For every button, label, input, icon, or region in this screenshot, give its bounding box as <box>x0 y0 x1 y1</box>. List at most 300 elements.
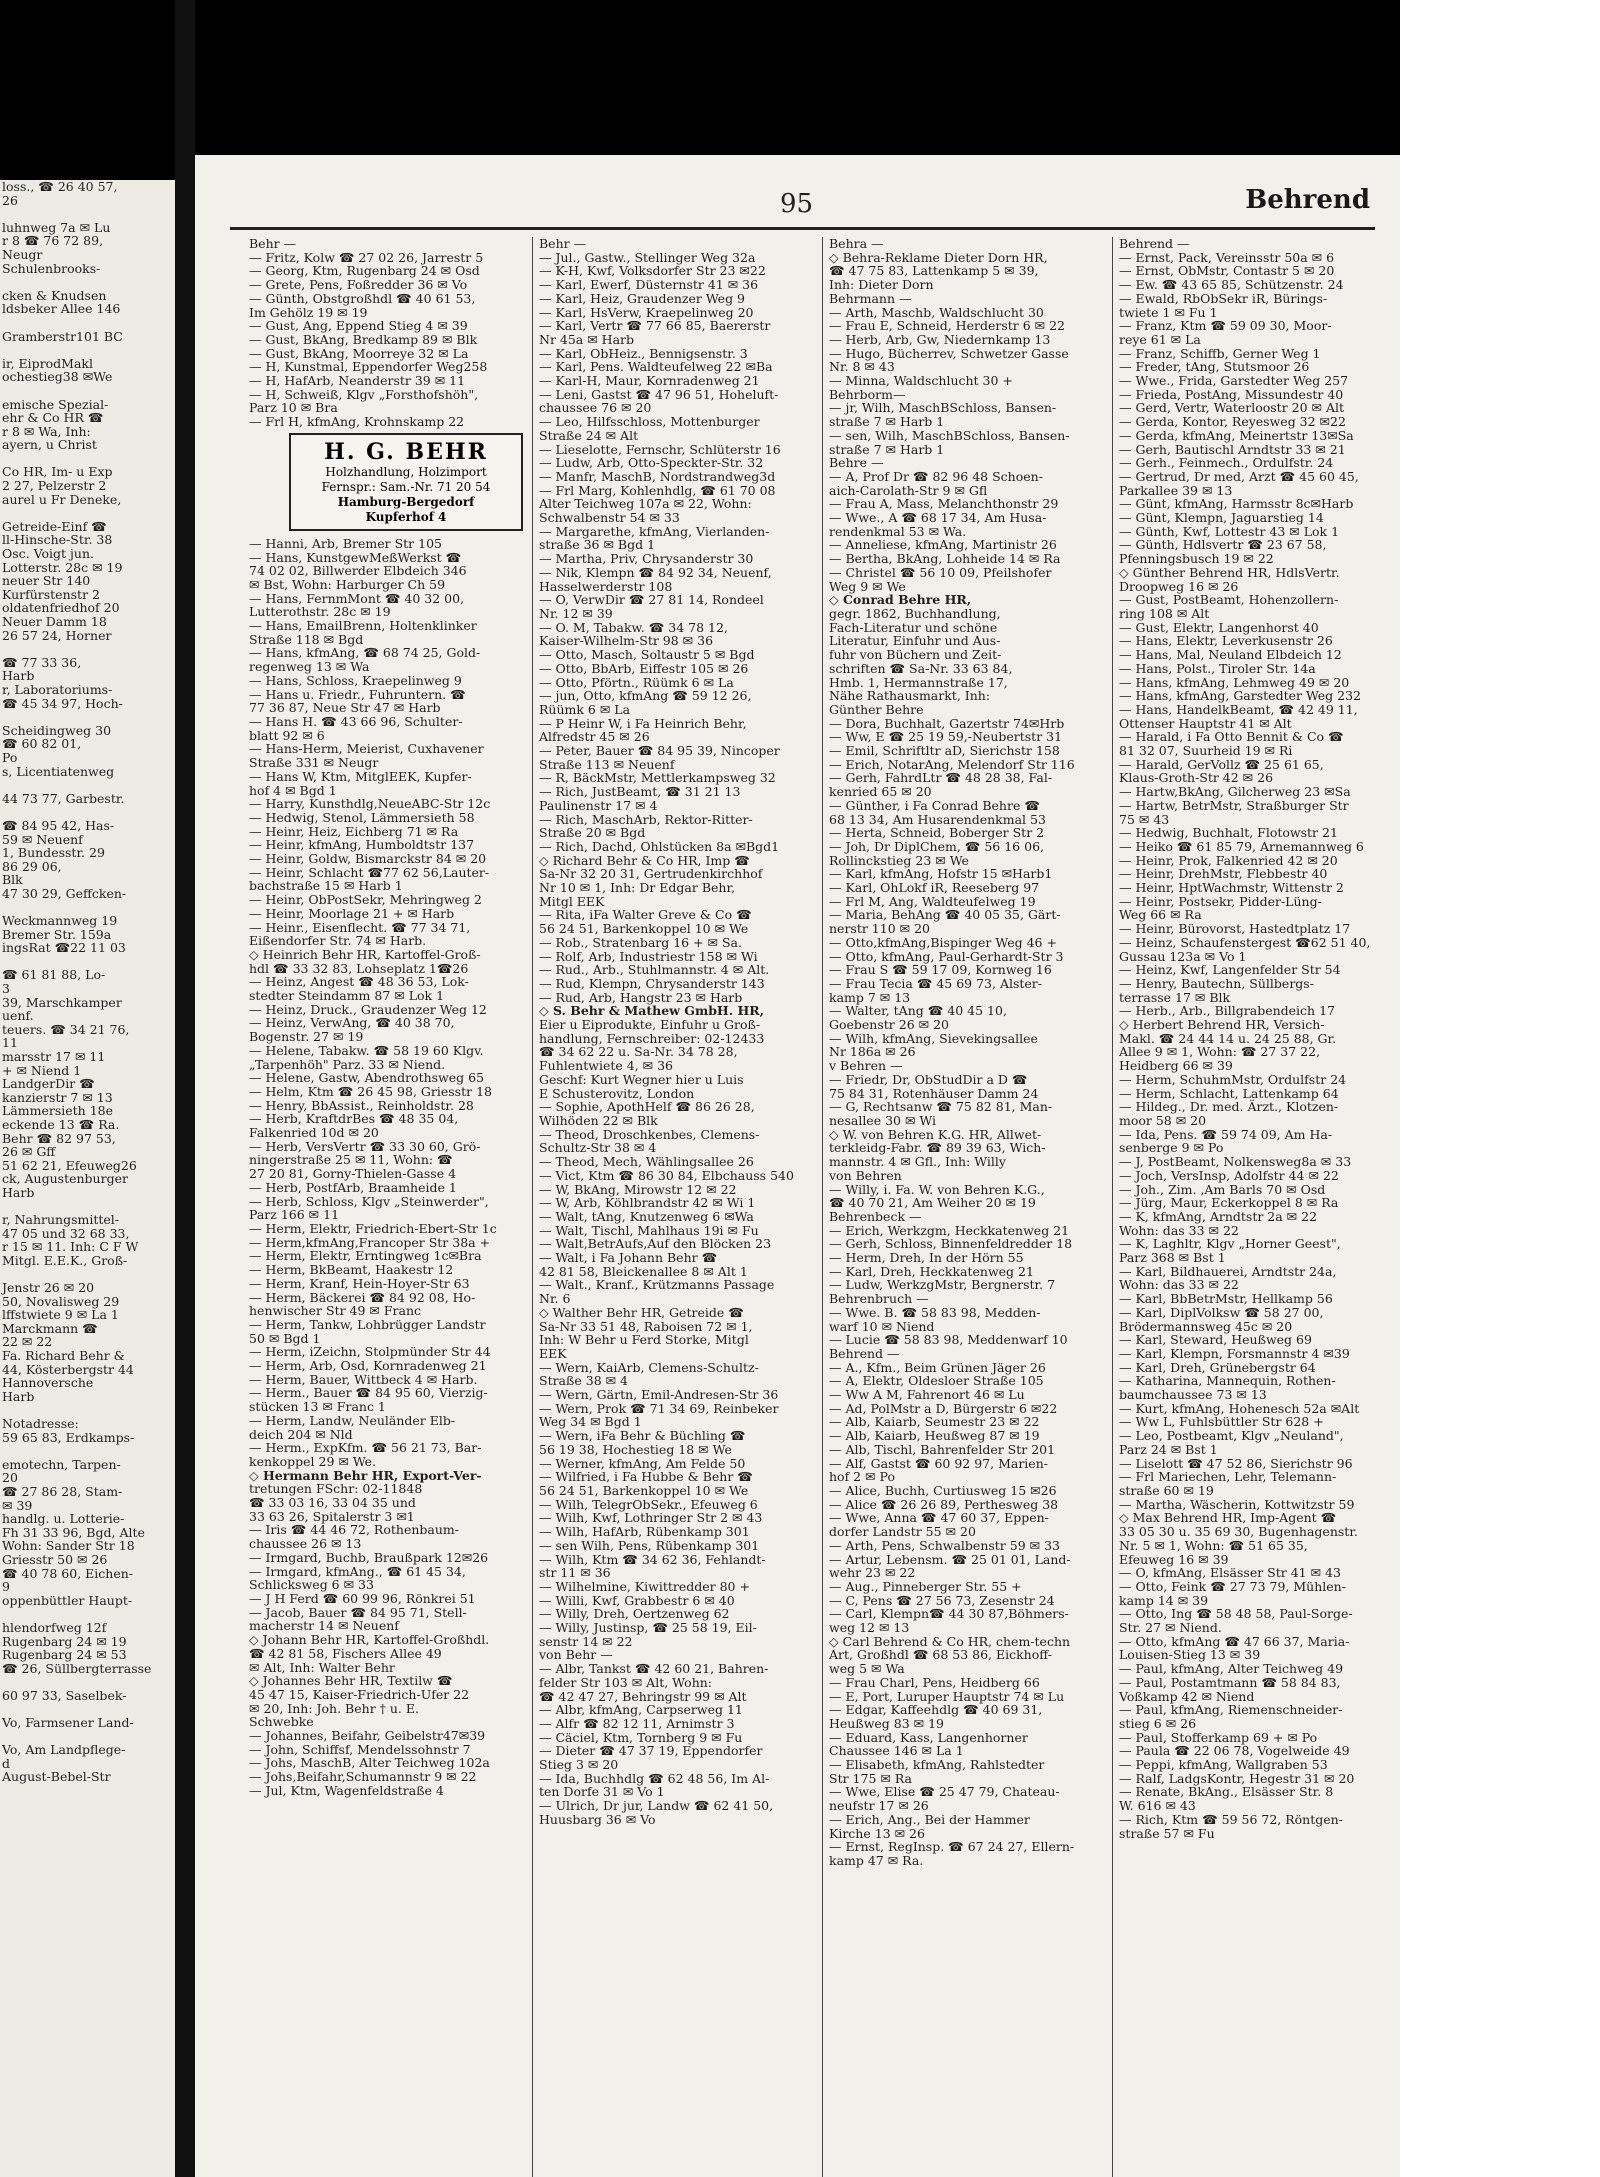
directory-entry: — Carl, Klempn☎ 44 30 87,Böhmers- <box>829 1606 1069 1622</box>
directory-entry: — Herm, Landw, Neuländer Elb- <box>249 1412 456 1428</box>
directory-entry: — Wilh, TelegrObSekr., Efeuweg 6 <box>539 1496 758 1512</box>
ad-phone-line: Fernspr.: Sam.-Nr. 71 20 54 <box>321 479 491 494</box>
directory-entry: — Margarethe, kfmAng, Vierlanden- <box>539 523 770 539</box>
directory-entry: ◇ Behra-Reklame Dieter Dorn HR, <box>829 249 1048 265</box>
previous-page-line <box>0 642 175 656</box>
directory-entry: — Walt, tAng, Knutzenweg 6 ✉Wa <box>539 1208 754 1224</box>
directory-entry: — Willi, Kwf, Grabbestr 6 ✉ 40 <box>539 1592 735 1608</box>
directory-entry: — Herm., Bauer ☎ 84 95 60, Vierzig- <box>249 1385 488 1401</box>
surname-heading: Behre — <box>829 455 884 471</box>
directory-entry: Brödermannsweg 45c ✉ 20 <box>1119 1318 1293 1334</box>
directory-entry: — Wilh, Ktm ☎ 34 62 36, Fehlandt- <box>539 1551 766 1567</box>
directory-entry: — Heinr, Prok, Falkenried 42 ✉ 20 <box>1119 852 1338 868</box>
directory-entry: ✉ Alt, Inh: Walter Behr <box>249 1659 395 1675</box>
previous-page-line: Fa. Richard Behr & <box>2 1348 125 1364</box>
directory-entry: — K-H, Kwf, Volksdorfer Str 23 ✉22 <box>539 263 766 279</box>
directory-entry: — jun, Otto, kfmAng ☎ 59 12 26, <box>539 688 752 704</box>
directory-entry: — Gerda, kfmAng, Meinertstr 13✉Sa <box>1119 427 1354 443</box>
directory-entry: dorfer Landstr 55 ✉ 20 <box>829 1524 976 1540</box>
directory-entry: — Hans, KunstgewMeßWerkst ☎ <box>249 549 462 565</box>
directory-entry: Nr 186a ✉ 26 <box>829 1044 916 1060</box>
directory-entry: — Hans W, Ktm, MitglEEK, Kupfer- <box>249 768 472 784</box>
directory-entry: Str 175 ✉ Ra <box>829 1770 912 1786</box>
directory-entry: — Heinr, Moorlage 21 + ✉ Harb <box>249 905 455 921</box>
previous-page-line: 51 62 21, Efeuweg26 <box>2 1157 137 1173</box>
directory-entry: weg 12 ✉ 13 <box>829 1620 910 1636</box>
directory-entry: — Hans, Elektr, Leverkusenstr 26 <box>1119 633 1333 649</box>
directory-entry: ◇ Heinrich Behr HR, Kartoffel-Groß- <box>249 946 481 962</box>
directory-entry: — Alice, Buchh, Curtiusweg 15 ✉26 <box>829 1482 1057 1498</box>
previous-page-line: Mitgl. E.E.K., Groß- <box>2 1252 128 1268</box>
previous-page-line: emische Spezial- <box>2 396 109 412</box>
directory-entry: — Herm., ExpKfm. ☎ 56 21 73, Bar- <box>249 1440 482 1456</box>
directory-entry: — Paul, Postamtmann ☎ 58 84 83, <box>1119 1674 1341 1690</box>
directory-entry: stieg 6 ✉ 26 <box>1119 1715 1197 1731</box>
previous-page-line: 86 29 06, <box>2 858 62 874</box>
directory-entry: Schwebke <box>249 1714 314 1730</box>
directory-entry: — Karl, DiplVolksw ☎ 58 27 00, <box>1119 1304 1324 1320</box>
previous-page-line <box>0 1730 175 1744</box>
directory-entry: — Hans, FernmMont ☎ 40 32 00, <box>249 590 465 606</box>
directory-entry: — sen, Wilh, MaschBSchloss, Bansen- <box>829 427 1070 443</box>
directory-entry: — Frl H, kfmAng, Krohnskamp 22 <box>249 414 465 430</box>
previous-page-line: 59 65 83, Erdkamps- <box>2 1429 135 1445</box>
directory-entry: kamp 47 ✉ Ra. <box>829 1852 924 1868</box>
directory-entry: stedter Steindamm 87 ✉ Lok 1 <box>249 988 445 1004</box>
directory-entry: 74 02 02, Billwerder Elbdeich 346 <box>249 563 467 579</box>
directory-entry: — Wern, iFa Behr & Büchling ☎ <box>539 1428 746 1444</box>
directory-entry: — Walt, Tischl, Mahlhaus 19i ✉ Fu <box>539 1222 759 1238</box>
directory-entry: Inh: Dieter Dorn <box>829 277 934 293</box>
surname-heading: v Behren — <box>829 1058 903 1074</box>
directory-entry: — Herm, SchuhmMstr, Ordulfstr 24 <box>1119 1071 1347 1087</box>
previous-page-line: 44 73 77, Garbestr. <box>2 790 125 806</box>
previous-page-line: ☎ 45 34 97, Hoch- <box>2 695 123 711</box>
directory-entry: 77 36 87, Neue Str 47 ✉ Harb <box>249 700 441 716</box>
previous-page-line: lffstwiete 9 ✉ La 1 <box>2 1307 119 1323</box>
previous-page-line: Harb <box>2 1184 35 1200</box>
directory-entry: Nähe Rathausmarkt, Inh: <box>829 688 991 704</box>
column-1 <box>243 237 533 2177</box>
directory-entry: — Albr, Tankst ☎ 42 60 21, Bahren- <box>539 1661 769 1677</box>
directory-entry: 75 84 31, Rotenhäuser Damm 24 <box>829 1085 1039 1101</box>
previous-page-line: 50, Novalisweg 29 <box>2 1293 120 1309</box>
previous-page-line: teuers. ☎ 34 21 76, <box>2 1021 130 1037</box>
directory-entry: — Karl-H, Maur, Kornradenweg 21 <box>539 373 760 389</box>
directory-entry: — Jul, Ktm, Wagenfeldstraße 4 <box>249 1782 444 1798</box>
directory-entry: Nr. 6 <box>539 1291 571 1307</box>
directory-entry: — Otto, Pförtn., Rüümk 6 ✉ La <box>539 674 734 690</box>
directory-entry: — Herb, VersVertr ☎ 33 30 60, Grö- <box>249 1138 481 1154</box>
directory-entry: ◇ Carl Behrend & Co HR, chem-techn <box>829 1633 1071 1649</box>
previous-page-line: Lotterstr. 28c ✉ 19 <box>2 559 123 575</box>
directory-entry: — Herta, Schneid, Boberger Str 2 <box>829 825 1045 841</box>
directory-entry: — Bertha, BkAng, Lohheide 14 ✉ Ra <box>829 551 1061 567</box>
directory-entry: Rüümk 6 ✉ La <box>539 701 631 717</box>
column-4 <box>1113 237 1400 2177</box>
previous-page-line: Wohn: Sander Str 18 <box>2 1538 135 1554</box>
previous-page-line: Griesstr 50 ✉ 26 <box>2 1551 108 1567</box>
directory-entry: — Karl, Vertr ☎ 77 66 85, Baererstr <box>539 318 771 334</box>
directory-entry: — Heinr, kfmAng, Humboldtstr 137 <box>249 837 475 853</box>
directory-entry: — Karl, Bildhauerei, Arndtstr 24a, <box>1119 1263 1337 1279</box>
directory-entry: — Leni, Gastst ☎ 47 96 51, Hoheluft- <box>539 386 779 402</box>
directory-entry: — Leo, Hilfsschloss, Mottenburger <box>539 414 760 430</box>
directory-entry: — Günther, i Fa Conrad Behre ☎ <box>829 797 1040 813</box>
column-3 <box>823 237 1113 2177</box>
previous-page-line: Behr ☎ 82 97 53, <box>2 1130 116 1146</box>
directory-entry: — Alf, Gastst ☎ 60 92 97, Marien- <box>829 1455 1048 1471</box>
directory-entry: — G, Rechtsanw ☎ 75 82 81, Man- <box>829 1099 1053 1115</box>
previous-page-line: Lämmersieth 18e <box>2 1103 113 1119</box>
directory-entry: — sen Wilh, Pens, Rübenkamp 301 <box>539 1537 760 1553</box>
directory-entry: — Heinz, Angest ☎ 48 36 53, Lok- <box>249 974 469 990</box>
directory-entry: — Ernst, ObMstr, Contastr 5 ✉ 20 <box>1119 263 1335 279</box>
column-2 <box>533 237 823 2177</box>
directory-entry: 42 81 58, Bleickenallee 8 ✉ Alt 1 <box>539 1263 748 1279</box>
directory-entry: — Hildeg., Dr. med. Ärzt., Klotzen- <box>1119 1099 1339 1115</box>
directory-entry: 27 20 81, Gorny-Thielen-Gasse 4 <box>249 1166 457 1182</box>
directory-entry: — Aug., Pinneberger Str. 55 + <box>829 1578 1022 1594</box>
directory-entry: blatt 92 ✉ 6 <box>249 727 325 743</box>
directory-entry: — Wwe., A ☎ 68 17 34, Am Husa- <box>829 510 1047 526</box>
previous-page-line <box>0 384 175 398</box>
directory-entry: ◇ Walther Behr HR, Getreide ☎ <box>539 1304 744 1320</box>
directory-entry: ◇ Richard Behr & Co HR, Imp ☎ <box>539 852 750 868</box>
directory-entry: Straße 331 ✉ Neugr <box>249 755 379 771</box>
directory-entry: — H, Schweiß, Klgv „Forsthofshöh", <box>249 386 479 402</box>
directory-entry: — Joh, Dr DiplChem, ☎ 56 16 06, <box>829 838 1044 854</box>
directory-entry: — Hartw, BetrMstr, Straßburger Str <box>1119 797 1349 813</box>
directory-entry: — Karl, kfmAng, Hofstr 15 ✉Harb1 <box>829 866 1053 882</box>
directory-entry: henwischer Str 49 ✉ Franc <box>249 1303 422 1319</box>
page-margin <box>1400 0 1600 2177</box>
directory-entry: — Ww A M, Fahrenort 46 ✉ Lu <box>829 1387 1025 1403</box>
previous-page-line: 26 ✉ Gff <box>2 1144 56 1160</box>
directory-entry: Straße 20 ✉ Bgd <box>539 825 646 841</box>
directory-entry: ◇ Günther Behrend HR, HdlsVertr. <box>1119 564 1340 580</box>
directory-entry: — Otto, Masch, Soltaustr 5 ✉ Bgd <box>539 647 755 663</box>
directory-entry: — Wilh, HafArb, Rübenkamp 301 <box>539 1524 750 1540</box>
directory-entry: — Ludw, WerkzgMstr, Bergnerstr. 7 <box>829 1277 1056 1293</box>
directory-entry: — Wwe, Elise ☎ 25 47 79, Chateau- <box>829 1784 1060 1800</box>
directory-entry: — Frau Charl, Pens, Heidberg 66 <box>829 1674 1040 1690</box>
previous-page-line: 3 <box>2 981 10 997</box>
directory-entry: 56 24 51, Barkenkoppel 10 ✉ We <box>539 1482 749 1498</box>
directory-entry: straße 60 ✉ 19 <box>1119 1482 1214 1498</box>
directory-entry: Str. 27 ✉ Niend. <box>1119 1620 1222 1636</box>
previous-page-line: ☎ 26, Süllbergterrasse <box>2 1660 152 1676</box>
directory-entry: Gussau 123a ✉ Vo 1 <box>1119 948 1247 964</box>
directory-entry: — Hans, Polst., Tiroler Str. 14a <box>1119 660 1316 676</box>
directory-entry: — Gust, Ang, Eppend Stieg 4 ✉ 39 <box>249 318 468 334</box>
directory-entry: von Behren <box>829 1167 902 1183</box>
directory-entry: ◇ Max Behrend HR, Imp-Agent ☎ <box>1119 1510 1337 1526</box>
directory-entry: baumchaussee 73 ✉ 13 <box>1119 1387 1267 1403</box>
directory-entry: ☎ 34 62 22 u. Sa-Nr. 34 78 28, <box>539 1044 738 1060</box>
directory-entry: — Gerd, Vertr, Waterloostr 20 ✉ Alt <box>1119 400 1345 416</box>
directory-entry: 56 19 38, Hochestieg 18 ✉ We <box>539 1441 732 1457</box>
previous-page-line: Vo, Farmsener Land- <box>2 1715 134 1731</box>
previous-page-line: marsstr 17 ✉ 11 <box>2 1049 106 1064</box>
directory-entry: Straße 24 ✉ Alt <box>539 427 639 443</box>
previous-page-line: 9 <box>2 1579 10 1595</box>
directory-entry: bachstraße 15 ✉ Harb 1 <box>249 878 403 894</box>
directory-entry: — K, Laghltr, Klgv „Horner Geest", <box>1119 1236 1341 1252</box>
directory-entry: — Frl Mariechen, Lehr, Telemann- <box>1119 1469 1337 1485</box>
directory-entry: — Herm, Bauer, Wittbeck 4 ✉ Harb. <box>249 1371 478 1387</box>
directory-entry: — Grete, Pens, Foßredder 36 ✉ Vo <box>249 277 468 293</box>
directory-entry: Alfredstr 45 ✉ 26 <box>539 729 650 745</box>
directory-entry: — Rolf, Arb, Industriestr 158 ✉ Wi <box>539 948 758 964</box>
directory-entry: Voßkamp 42 ✉ Niend <box>1119 1688 1255 1704</box>
directory-entry: — Karl, Dreh, Heckkatenweg 21 <box>829 1263 1034 1279</box>
directory-entry: ☎ 42 47 27, Behringstr 99 ✉ Alt <box>539 1688 747 1704</box>
previous-page-line <box>0 275 175 289</box>
directory-entry: — Herm, iZeichn, Stolpmünder Str 44 <box>249 1344 491 1360</box>
directory-entry: — H, Kunstmal, Eppendorfer Weg258 <box>249 359 488 375</box>
previous-page-line <box>0 1444 175 1458</box>
directory-entry: — J, PostBeamt, Nolkensweg8a ✉ 33 <box>1119 1154 1352 1170</box>
directory-entry: — Heinz, VerwAng, ☎ 40 38 70, <box>249 1015 455 1031</box>
directory-entry: mannstr. 4 ✉ Gfl., Inh: Willy <box>829 1154 1006 1170</box>
previous-page-line: 39, Marschkamper <box>2 994 122 1010</box>
directory-entry: — Wern, KaiArb, Clemens-Schultz- <box>539 1359 759 1375</box>
previous-page-line: ☎ 40 78 60, Eichen- <box>2 1565 133 1581</box>
directory-entry: Parkallee 39 ✉ 13 <box>1119 482 1233 498</box>
directory-entry: ☎ 42 81 58, Fischers Allee 49 <box>249 1645 442 1661</box>
previous-page-line: Rugenbarg 24 ✉ 19 <box>2 1633 127 1649</box>
directory-entry: — Lucie ☎ 58 83 98, Meddenwarf 10 <box>829 1332 1068 1348</box>
directory-entry: — Walter, tAng ☎ 40 45 10, <box>829 1003 1007 1019</box>
surname-heading: Behr — <box>249 237 297 251</box>
directory-entry: E Schusterovitz, London <box>539 1085 695 1101</box>
directory-entry: Heußweg 83 ✉ 19 <box>829 1715 945 1731</box>
directory-entry: 33 63 26, Spitalerstr 3 ✉1 <box>249 1508 415 1524</box>
directory-entry: — Alice ☎ 26 26 89, Perthesweg 38 <box>829 1496 1059 1512</box>
previous-page-line: 47 30 29, Geffcken- <box>2 885 127 901</box>
directory-entry: — Katharina, Mannequin, Rothen- <box>1119 1373 1336 1389</box>
directory-entry: Parz 24 ✉ Bst 1 <box>1119 1441 1218 1457</box>
directory-entry: — Gerh, Schloss, Binnenfeldredder 18 <box>829 1236 1073 1252</box>
directory-entry: neufstr 17 ✉ 26 <box>829 1798 929 1814</box>
directory-entry: — Vict, Ktm ☎ 86 30 84, Elbchauss 540 <box>539 1167 794 1183</box>
directory-entry: — Ernst, RegInsp. ☎ 67 24 27, Ellern- <box>829 1839 1075 1855</box>
directory-entry: Efeuweg 16 ✉ 39 <box>1119 1551 1229 1567</box>
surname-heading: Behr — <box>539 237 587 251</box>
previous-page-line: ☎ 27 86 28, Stam- <box>2 1484 123 1499</box>
previous-page-line: Kurfürstenstr 2 <box>2 586 100 602</box>
directory-entry: — Helm, Ktm ☎ 26 45 98, Griesstr 18 <box>249 1083 492 1099</box>
directory-entry: — E, Port, Luruper Hauptstr 74 ✉ Lu <box>829 1688 1065 1704</box>
directory-entry: Wohn: das 33 ✉ 22 <box>1119 1277 1239 1293</box>
directory-entry: — A, Elektr, Oldesloer Straße 105 <box>829 1373 1044 1389</box>
directory-entry: W. 616 ✉ 43 <box>1119 1798 1196 1814</box>
directory-entry: — Jul., Gastw., Stellinger Weg 32a <box>539 249 756 265</box>
previous-page-line: 1, Bundesstr. 29 <box>2 845 105 861</box>
directory-entry: — Christel ☎ 56 10 09, Pfeilshofer <box>829 564 1052 580</box>
previous-page-line: 22 ✉ 22 <box>2 1334 53 1350</box>
directory-entry: Allee 9 ✉ 1, Wohn: ☎ 27 37 22, <box>1119 1044 1321 1060</box>
previous-page-line <box>0 343 175 357</box>
previous-page-line: ir, EiprodMakl <box>2 355 93 371</box>
directory-entry: — Ww, E ☎ 25 19 59,-Neubertstr 31 <box>829 729 1063 745</box>
directory-entry: — H, HafArb, Neanderstr 39 ✉ 11 <box>249 373 466 389</box>
directory-entry: Rollinckstieg 23 ✉ We <box>829 852 969 868</box>
directory-entry: straße 57 ✉ Fu <box>1119 1825 1215 1841</box>
directory-entry: — A., Kfm., Beim Grünen Jäger 26 <box>829 1359 1046 1375</box>
previous-page-line: ingsRat ☎22 11 03 <box>2 940 126 956</box>
directory-entry: — Fritz, Kolw ☎ 27 02 26, Jarrestr 5 <box>249 249 484 265</box>
previous-page-line: aurel u Fr Deneke, <box>2 491 122 507</box>
directory-entry: 33 05 30 u. 35 69 30, Bugenhagenstr. <box>1119 1524 1358 1540</box>
directory-entry: — A, Prof Dr ☎ 82 96 48 Schoen- <box>829 468 1043 484</box>
directory-entry: — Otto, kfmAng ☎ 47 66 37, Maria- <box>1119 1633 1350 1649</box>
directory-entry: hdl ☎ 33 32 83, Lohseplatz 1☎26 <box>249 960 469 976</box>
previous-page-line <box>0 316 175 330</box>
directory-entry: — Heinr, Postsekr, Pidder-Lüng- <box>1119 893 1322 909</box>
advertisement-box <box>289 433 523 531</box>
directory-entry: — Heinz, Kwf, Langenfelder Str 54 <box>1119 962 1341 978</box>
directory-entry: — Joch, VersInsp, Adolfstr 44 ✉ 22 <box>1119 1167 1339 1183</box>
directory-entry: Makl. ☎ 24 44 14 u. 24 25 88, Gr. <box>1119 1030 1337 1046</box>
directory-entry: — Johs, MaschB, Alter Teichweg 102a <box>249 1755 490 1771</box>
directory-entry: — Ralf, LadgsKontr, Hegestr 31 ✉ 20 <box>1119 1770 1355 1786</box>
directory-entry: — Rich, Ktm ☎ 59 56 72, Röntgen- <box>1119 1811 1343 1827</box>
directory-entry: Nr. 8 ✉ 43 <box>829 359 895 375</box>
directory-entry: gegr. 1862, Buchhandlung, <box>829 605 1001 621</box>
directory-entry: — Walt,BetrAufs,Auf den Blöcken 23 <box>539 1236 772 1252</box>
directory-entry: — Erich, Ang., Bei der Hammer <box>829 1811 1030 1827</box>
directory-entry: — Ida, Buchhdlg ☎ 62 48 56, Im Al- <box>539 1770 770 1786</box>
directory-entry: ✉ Bst, Wohn: Harburger Ch 59 <box>249 576 446 592</box>
previous-page-line <box>0 710 175 724</box>
directory-entry: — W, BkAng, Mirowstr 12 ✉ 22 <box>539 1181 737 1197</box>
directory-entry: Weg 9 ✉ We <box>829 578 906 594</box>
directory-entry: ◇ Herbert Behrend HR, Versich- <box>1119 1017 1325 1033</box>
directory-entry: — Günth, Kwf, Lottestr 43 ✉ Lok 1 <box>1119 523 1340 539</box>
directory-entry: — W, Arb, Köhlbrandstr 42 ✉ Wi 1 <box>539 1195 756 1211</box>
directory-entry: — Ew. ☎ 43 65 85, Schützenstr. 24 <box>1119 277 1344 293</box>
directory-entry: — Rud, Arb, Hangstr 23 ✉ Harb <box>539 989 743 1005</box>
directory-entry: — Herb, Schloss, Klgv „Steinwerder", <box>249 1193 489 1209</box>
directory-entry: Hasselwerderstr 108 <box>539 578 673 594</box>
directory-entry: Straße 118 ✉ Bgd <box>249 631 364 647</box>
directory-entry: — Wilh, kfmAng, Sievekingsallee <box>829 1030 1038 1046</box>
directory-entry: — Ida, Pens. ☎ 59 74 09, Am Ha- <box>1119 1126 1333 1142</box>
directory-entry: — Gerh, FahrdLtr ☎ 48 28 38, Fal- <box>829 770 1053 786</box>
directory-entry: — Herm, Arb, Osd, Kornradenweg 21 <box>249 1358 487 1374</box>
previous-page-line <box>0 452 175 466</box>
directory-entry: — Hans, kfmAng, Garstedter Weg 232 <box>1119 688 1361 704</box>
directory-entry: Heidberg 66 ✉ 39 <box>1119 1058 1233 1074</box>
previous-page-line: 2 27, Pelzerstr 2 <box>2 478 107 494</box>
previous-page-line: ldsbeker Allee 146 <box>2 301 121 317</box>
book-gutter <box>175 0 195 2177</box>
page-header <box>195 185 1400 225</box>
directory-entry: Straße 38 ✉ 4 <box>539 1373 629 1389</box>
directory-entry: — Herm, Schlacht, Lattenkamp 64 <box>1119 1085 1339 1101</box>
previous-page-line: ✉ 39 <box>2 1497 33 1513</box>
header-rule <box>230 227 1375 230</box>
previous-page-line: oppenbüttler Haupt- <box>2 1592 133 1608</box>
previous-page-line: emotechn, Tarpen- <box>2 1456 121 1472</box>
directory-entry: 45 47 15, Kaiser-Friedrich-Ufer 22 <box>249 1686 470 1702</box>
directory-entry: — Karl, OhLokf iR, Reeseberg 97 <box>829 880 1040 896</box>
previous-page-line: Osc. Voigt jun. <box>2 546 94 562</box>
directory-entry: — Harald, i Fa Otto Bennit & Co ☎ <box>1119 729 1344 745</box>
previous-page-line <box>0 207 175 221</box>
directory-entry: ☎ 33 03 16, 33 04 35 und <box>249 1495 416 1511</box>
directory-entry: Eier u Eiprodukte, Einfuhr u Groß- <box>539 1017 761 1033</box>
directory-entry: — Rich, MaschArb, Rektor-Ritter- <box>539 811 753 827</box>
directory-entry: — Artur, Lebensm. ☎ 25 01 01, Land- <box>829 1551 1071 1567</box>
directory-entry: — Maria, BehAng ☎ 40 05 35, Gärt- <box>829 907 1061 923</box>
directory-entry: — Paul, Stofferkamp 69 + ✉ Po <box>1119 1729 1318 1745</box>
directory-entry: — Karl, Heiz, Graudenzer Weg 9 <box>539 290 746 306</box>
directory-entry: — Paul, kfmAng, Riemenschneider- <box>1119 1702 1343 1718</box>
previous-page-line <box>0 1703 175 1717</box>
directory-entry: — Walt., Kranf., Krützmanns Passage <box>539 1277 775 1293</box>
directory-entry: — jr, Wilh, MaschBSchloss, Bansen- <box>829 400 1057 416</box>
advertiser-name: H. G. BEHR <box>324 438 488 465</box>
directory-entry: Nr. 5 ✉ 1, Wohn: ☎ 51 65 35, <box>1119 1537 1308 1553</box>
directory-entry: Günther Behre <box>829 701 924 717</box>
directory-entry: — Hedwig, Stenol, Lämmersieth 58 <box>249 809 475 825</box>
directory-entry: rendenkmal 53 ✉ Wa. <box>829 523 967 539</box>
previous-page-line: neuer Str 140 <box>2 573 91 589</box>
directory-entry: 50 ✉ Bgd 1 <box>249 1330 321 1346</box>
directory-entry: — Irmgard, Buchb, Braußpark 12✉26 <box>249 1549 489 1565</box>
directory-entry: — Karl, ObHeiz., Bennigsenstr. 3 <box>539 345 748 361</box>
directory-entry: — Helene, Tabakw. ☎ 58 19 60 Klgv. <box>249 1042 484 1058</box>
directory-entry: regenweg 13 ✉ Wa <box>249 659 370 675</box>
directory-entry: — Günt, Klempn, Jaguarstieg 14 <box>1119 510 1324 526</box>
directory-entry: — Ww L, Fuhlsbüttler Str 628 + <box>1119 1414 1324 1430</box>
directory-entry: — Hanni, Arb, Bremer Str 105 <box>249 535 442 551</box>
directory-entry: — Heinr, Goldw, Bismarckstr 84 ✉ 20 <box>249 851 487 867</box>
directory-entry: — Dieter ☎ 47 37 19, Eppendorfer <box>539 1743 763 1759</box>
directory-entry: — Heinz, Druck., Graudenzer Weg 12 <box>249 1001 487 1017</box>
surname-heading: Behrenbeck — <box>829 1208 922 1224</box>
directory-entry: — Martha, Priv, Chrysanderstr 30 <box>539 551 754 567</box>
surname-heading: Behrend — <box>829 1345 900 1361</box>
directory-entry: — Heinr., Eisenflecht. ☎ 77 34 71, <box>249 919 471 935</box>
directory-entry: „Tarpenhöh" Parz. 33 ✉ Niend. <box>249 1056 446 1072</box>
directory-entry: — Otto, Feink ☎ 27 73 79, Mühlen- <box>1119 1578 1346 1594</box>
directory-entry: Inh: W Behr u Ferd Storke, Mitgl <box>539 1332 749 1348</box>
directory-entry: — Wern, Gärtn, Emil-Andresen-Str 36 <box>539 1387 779 1403</box>
directory-entry: 56 24 51, Barkenkoppel 10 ✉ We <box>539 921 749 937</box>
directory-entry: — Wwe. B. ☎ 58 83 98, Medden- <box>829 1304 1041 1320</box>
directory-entry: ◇ Conrad Behre HR, <box>829 592 972 608</box>
previous-page-line: r, Laboratoriums- <box>2 681 113 697</box>
directory-entry: fuhr von Büchern und Zeit- <box>829 647 1002 663</box>
directory-entry: — Sophie, ApothHelf ☎ 86 26 28, <box>539 1099 755 1115</box>
directory-entry: — Ad, PolMstr a D, Bürgerstr 6 ✉22 <box>829 1400 1058 1416</box>
directory-entry: — Frl Marg, Kohlenhdlg, ☎ 61 70 08 <box>539 482 776 498</box>
directory-entry: Stieg 3 ✉ 20 <box>539 1757 619 1773</box>
directory-entry: Ottenser Hauptstr 41 ✉ Alt <box>1119 715 1292 731</box>
directory-entry: — Hartw,BkAng, Gilcherweg 23 ✉Sa <box>1119 784 1351 800</box>
directory-entry: — Wwe, Anna ☎ 47 60 37, Eppen- <box>829 1510 1049 1526</box>
directory-entry: twiete 1 ✉ Fu 1 <box>1119 304 1218 320</box>
directory-entry: — Harald, GerVollz ☎ 25 61 65, <box>1119 756 1324 772</box>
previous-page-line: Harb <box>2 668 35 684</box>
directory-entry: 75 ✉ 43 <box>1119 811 1170 827</box>
directory-entry: — Herm, BkBeamt, Haakestr 12 <box>249 1262 454 1278</box>
previous-page-line: 20 <box>2 1470 18 1486</box>
